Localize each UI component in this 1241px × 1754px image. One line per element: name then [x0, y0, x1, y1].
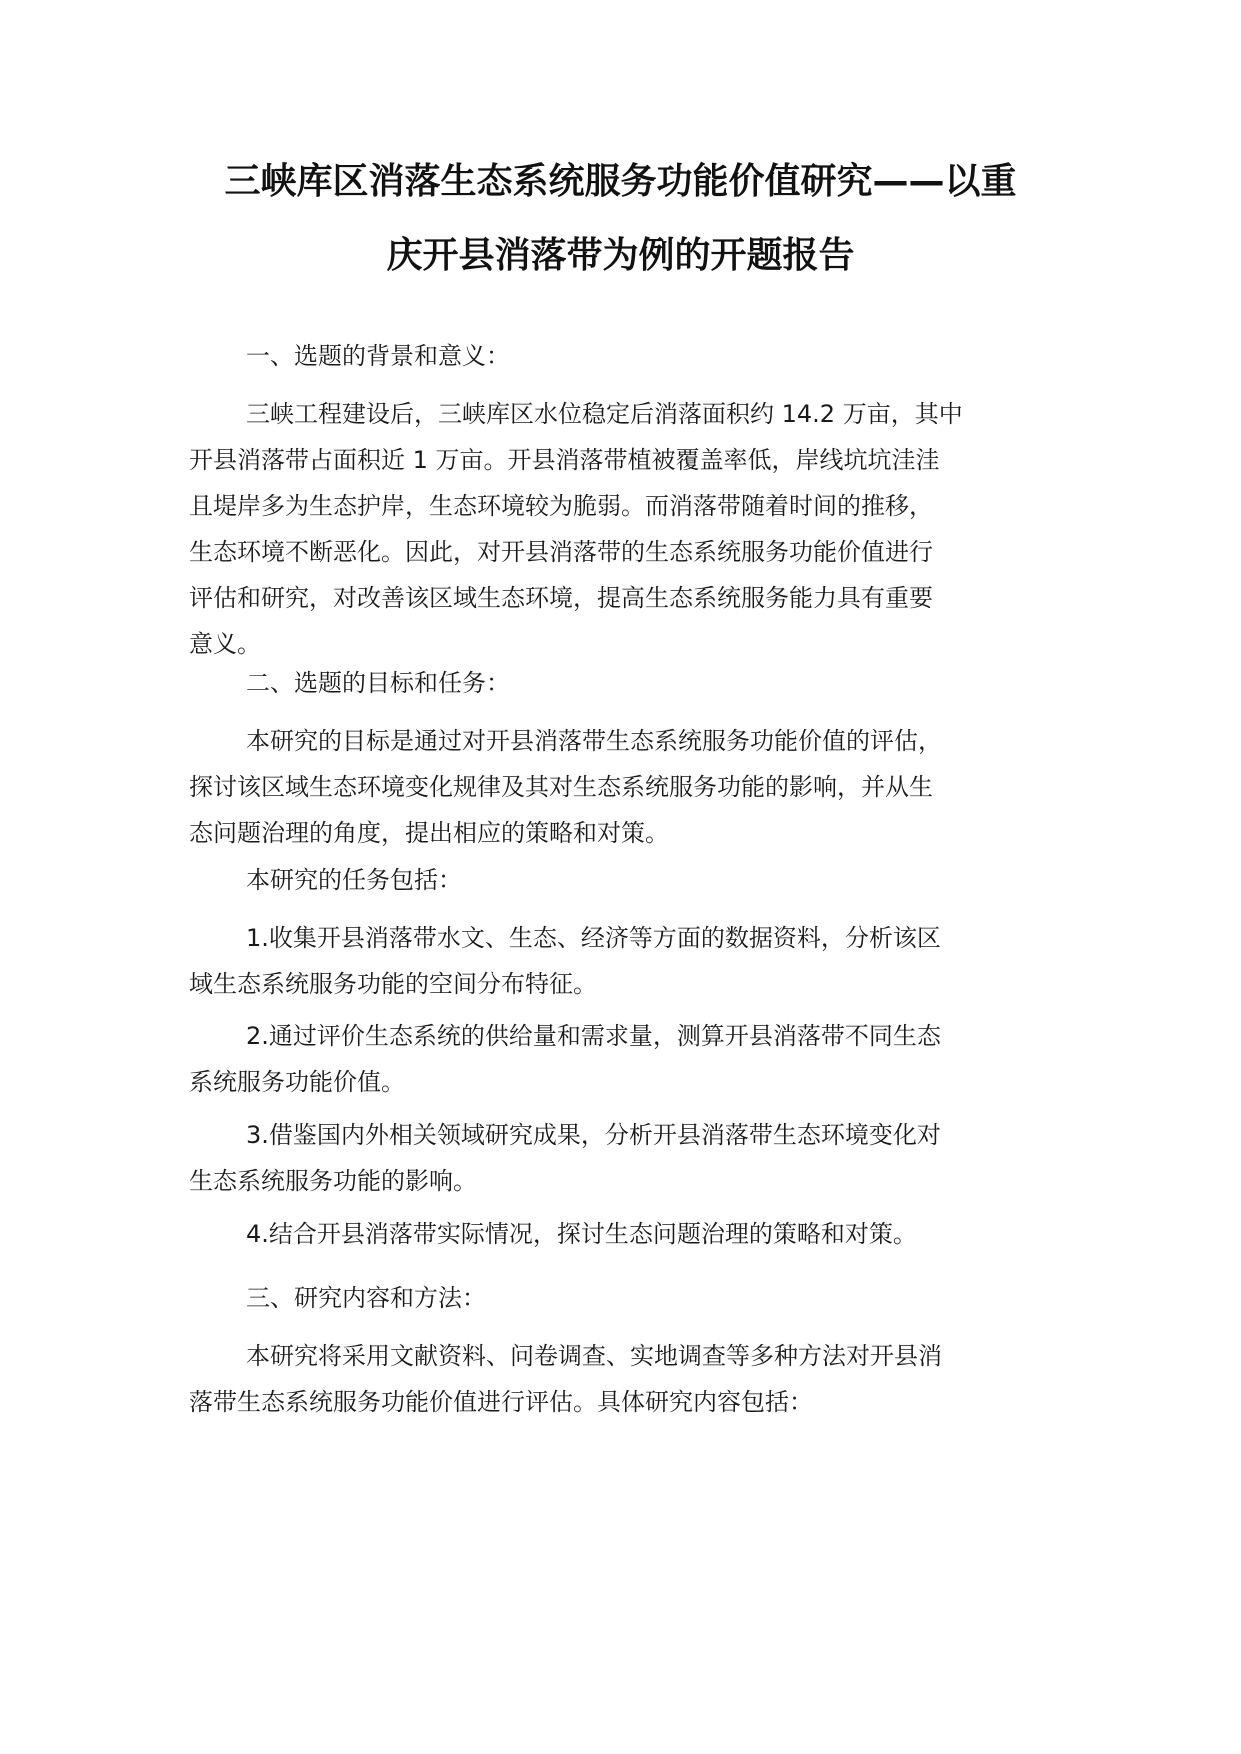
- task-item-1: [189, 915, 1049, 1007]
- document-title-line-1: 三峡库区消落生态系统服务功能价值研究——以重: [224, 161, 1017, 202]
- paragraph-line: 评估和研究，对改善该区域生态环境，提高生态系统服务能力具有重要: [189, 584, 933, 612]
- paragraph-line: 意义。: [189, 630, 261, 658]
- paragraph-line: 生态系统服务功能的影响。: [189, 1167, 477, 1195]
- tasks-intro: 本研究的任务包括：: [246, 866, 462, 894]
- paragraph-line: 三峡工程建设后，三峡库区水位稳定后消落面积约 14.2 万亩，其中: [246, 400, 963, 428]
- task-item-2: [189, 1013, 1049, 1105]
- paragraph-line: 生态环境不断恶化。因此，对开县消落带的生态系统服务功能价值进行: [189, 538, 933, 566]
- paragraph-line: 态问题治理的角度，提出相应的策略和对策。: [189, 819, 669, 847]
- paragraph-line: 系统服务功能价值。: [189, 1068, 405, 1096]
- paragraph-line: 2.通过评价生态系统的供给量和需求量，测算开县消落带不同生态: [246, 1022, 941, 1050]
- task-item-3: [189, 1112, 1049, 1204]
- paragraph-line: 探讨该区域生态环境变化规律及其对生态系统服务功能的影响，并从生: [189, 773, 933, 801]
- paragraph-line: 域生态系统服务功能的空间分布特征。: [189, 970, 597, 998]
- section-3-paragraph: [189, 1333, 1049, 1425]
- paragraph-line: 开县消落带占面积近 1 万亩。开县消落带植被覆盖率低，岸线坑坑洼洼: [189, 446, 940, 474]
- paragraph-line: 且堤岸多为生态护岸，生态环境较为脆弱。而消落带随着时间的推移，: [189, 492, 933, 520]
- task-item-4: 4.结合开县消落带实际情况，探讨生态问题治理的策略和对策。: [246, 1220, 917, 1248]
- section-3-heading: 三、研究内容和方法：: [246, 1284, 486, 1312]
- paragraph-line: 1.收集开县消落带水文、生态、经济等方面的数据资料，分析该区: [246, 924, 941, 952]
- section-1-paragraph: [189, 391, 1049, 667]
- section-1-heading: 一、选题的背景和意义：: [246, 342, 510, 370]
- document-title-line-2: 庆开县消落带为例的开题报告: [386, 235, 855, 276]
- paragraph-line: 落带生态系统服务功能价值进行评估。具体研究内容包括：: [189, 1388, 813, 1416]
- paragraph-line: 3.借鉴国内外相关领域研究成果，分析开县消落带生态环境变化对: [246, 1121, 941, 1149]
- paragraph-line: 本研究的目标是通过对开县消落带生态系统服务功能价值的评估，: [246, 727, 942, 755]
- section-2-heading: 二、选题的目标和任务：: [246, 669, 510, 697]
- paragraph-line: 本研究将采用文献资料、问卷调查、实地调查等多种方法对开县消: [246, 1342, 942, 1370]
- section-2-paragraph: [189, 718, 1049, 856]
